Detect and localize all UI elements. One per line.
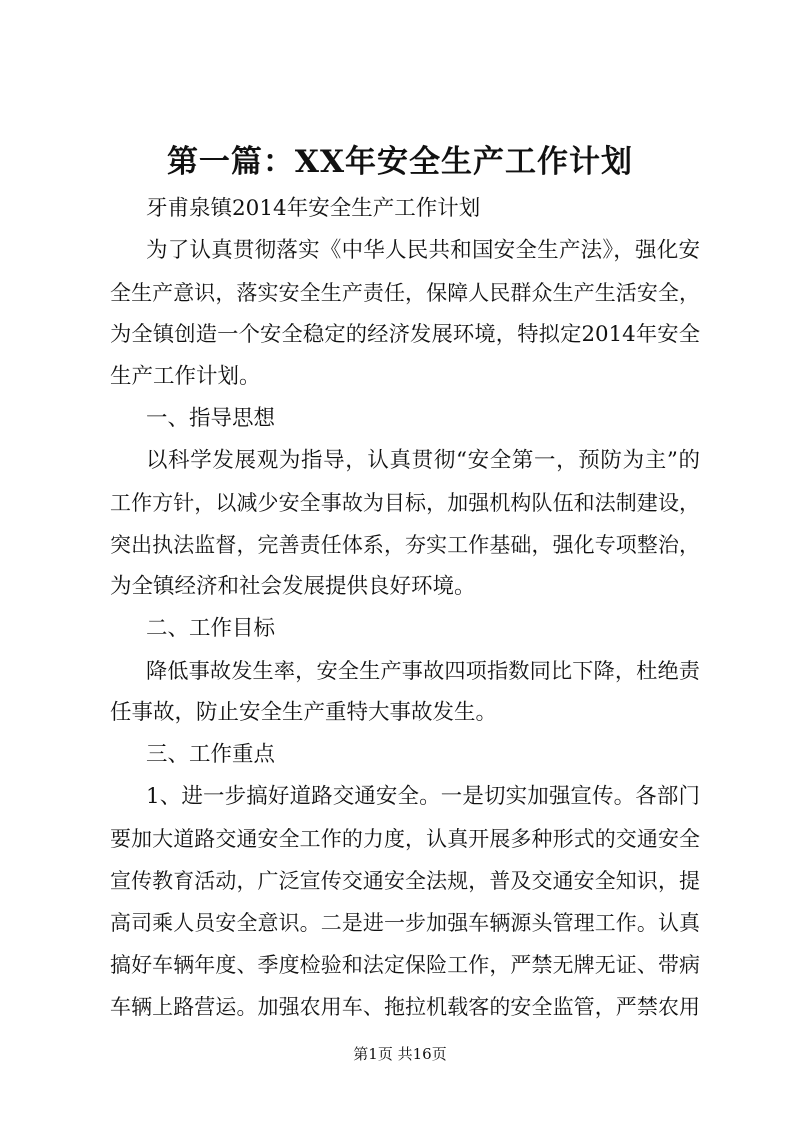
- text-line: 降低事故发生率，安全生产事故四项指数同比下降，杜绝责: [146, 658, 700, 683]
- text-line: 为全镇创造一个安全稳定的经济发展环境，特拟定2014年安全: [110, 322, 700, 347]
- text-line: 搞好车辆年度、季度检验和法定保险工作，严禁无牌无证、带病: [110, 953, 700, 977]
- text-line: 高司乘人员安全意识。二是进一步加强车辆源头管理工作。认真: [110, 911, 700, 935]
- text-line: 生产工作计划。: [110, 364, 261, 389]
- text-line: 全生产意识，落实安全生产责任，保障人民群众生产生活安全，: [110, 281, 700, 305]
- text-line: 二、工作目标: [146, 616, 276, 641]
- text-line: 突出执法监督，完善责任体系，夯实工作基础，强化专项整治，: [110, 533, 700, 557]
- text-line: 以科学发展观为指导，认真贯彻“安全第一，预防为主”的: [146, 448, 700, 473]
- text-line: 车辆上路营运。加强农用车、拖拉机载客的安全监管，严禁农用: [110, 995, 700, 1019]
- text-line: 牙甫泉镇2014年安全生产工作计划: [146, 196, 481, 221]
- text-line: 一、指导思想: [146, 406, 276, 431]
- text-line: 宣传教育活动，广泛宣传交通安全法规，普及交通安全知识，提: [110, 869, 700, 893]
- document-body: [110, 188, 700, 1028]
- text-line: 任事故，防止安全生产重特大事故发生。: [110, 700, 498, 725]
- text-line: 三、工作重点: [146, 742, 276, 767]
- page-footer: 第1页 共16页: [353, 1045, 447, 1063]
- document-title: 第一篇：XX年安全生产工作计划: [166, 144, 634, 180]
- text-line: 工作方针，以减少安全事故为目标，加强机构队伍和法制建设，: [110, 491, 700, 515]
- text-line: 为全镇经济和社会发展提供良好环境。: [110, 574, 476, 599]
- text-line: 为了认真贯彻落实《中华人民共和国安全生产法》，强化安: [146, 238, 700, 263]
- text-line: 要加大道路交通安全工作的力度，认真开展多种形式的交通安全: [110, 827, 700, 851]
- text-line: 1、进一步搞好道路交通安全。一是切实加强宣传。各部门: [146, 784, 700, 809]
